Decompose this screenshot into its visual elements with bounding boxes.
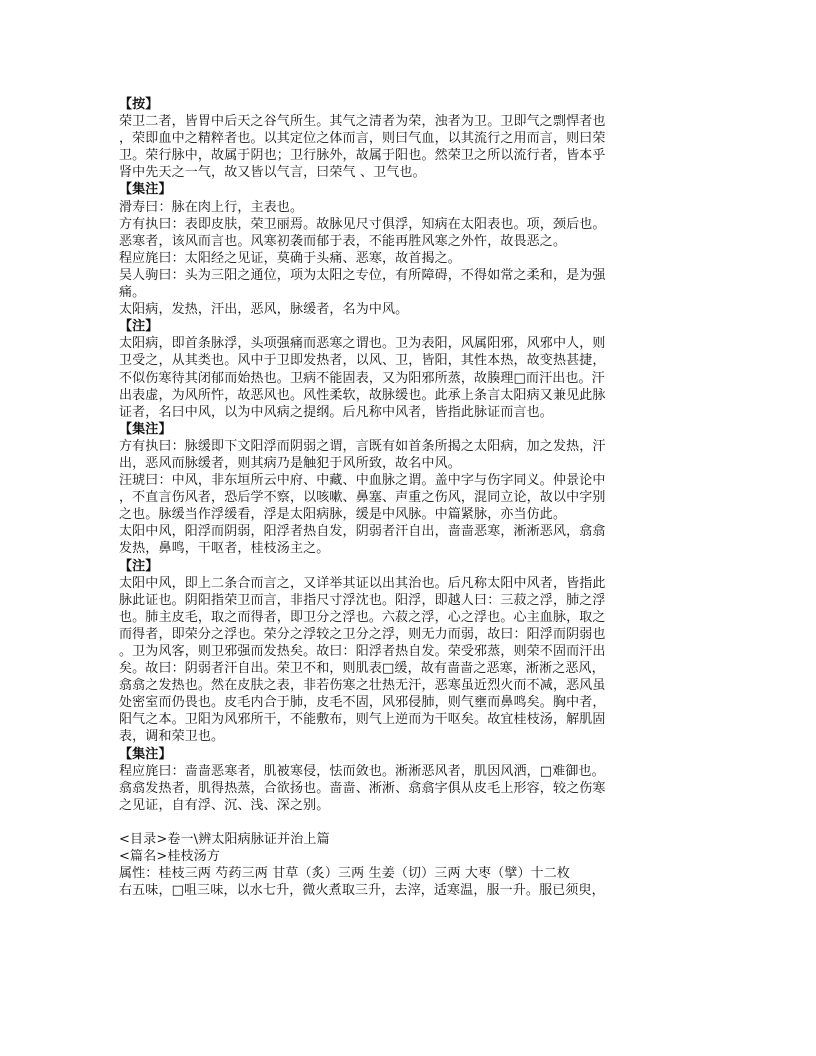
text-line: 。卫为风客，则卫邪强而发热矣。故曰：阳浮者热自发。荣受邪蒸，则荣不固而汗出: [119, 644, 606, 659]
commentary-block: [119, 96, 709, 814]
collected-notes-heading: 【集注】: [119, 182, 172, 198]
text-line: 之见证，自有浮、沉、浅、深之别。: [119, 797, 330, 813]
text-line: 出表虚，为风所忤，故恶风也。风性柔软，故脉缓也。此承上条言太阳病又兼见此脉: [119, 387, 606, 403]
text-line: 太阳病，即首条脉浮，头项强痛而恶寒之谓也。卫为表阳，风属阳邪，风邪中人，则: [119, 336, 606, 352]
collected-notes-heading: 【集注】: [119, 746, 172, 762]
text-line: 阳气之本。卫阳为风邪所干，不能敷布，则气上逆而为干呕矣。故宜桂枝汤，解肌固: [119, 712, 606, 728]
text-line: 发热，鼻鸣，干呕者，桂枝汤主之。: [119, 541, 330, 557]
text-line: 方有执曰：表即皮肤，荣卫丽焉。故脉见尺寸俱浮，知病在太阳表也。项，颈后也。: [119, 216, 606, 232]
text-line: 翕翕发热者，肌得热蒸，合欲扬也。啬啬、淅淅、翕翕字俱从皮毛上形容，较之伤寒: [119, 780, 606, 796]
text-line: ，不直言伤风者，恐后学不察，以咳嗽、鼻塞、声重之伤风，混同立论，故以中字别: [119, 490, 606, 506]
text-line: 之也。脉缓当作浮缓看，浮是太阳病脉，缓是中风脉。中篇紧脉，亦当仿此。: [119, 507, 567, 523]
text-line: 也。肺主皮毛，取之而得者，即卫分之浮也。六菽之浮，心之浮也。心主血脉，取之: [119, 609, 606, 625]
text-line: 出，恶风而脉缓者，则其病乃是触犯于风所致，故名中风。: [119, 455, 461, 471]
text-line: 太阳中风，即上二条合而言之，又详举其证以出其治也。后凡称太阳中风者，皆指此: [119, 575, 606, 591]
chapter-name-line: <篇名>桂枝汤方: [119, 849, 220, 865]
document-page: [119, 96, 709, 899]
text-line: 矣。故曰：阴弱者汗自出。荣卫不和，则肌表□缓，故有啬啬之恶寒，淅淅之恶风，: [119, 661, 605, 677]
catalog-block: [119, 831, 709, 899]
text-line: 太阳病，发热，汗出，恶风，脉缓者，名为中风。: [119, 302, 409, 318]
text-line: 表，调和荣卫也。: [119, 729, 225, 745]
text-line: 处密室而仍畏也。皮毛内合于肺，皮毛不固，风邪侵肺，则气壅而鼻鸣矣。胸中者，: [119, 695, 606, 711]
text-line: 程应旄曰：啬啬恶寒者，肌被寒侵，怯而敛也。淅淅恶风者，肌因风洒，□难御也。: [119, 763, 605, 779]
text-line: 太阳中风，阳浮而阴弱，阳浮者热自发，阴弱者汗自出，啬啬恶寒，淅淅恶风，翕翕: [119, 524, 606, 540]
collected-notes-heading: 【集注】: [119, 421, 172, 437]
text-line: 翕翕之发热也。然在皮肤之表，非若伤寒之壮热无汗，恶寒虽近烈火而不减，恶风虽: [119, 678, 606, 694]
annotation-heading: 【注】: [119, 558, 159, 574]
preparation-text-line: 右五味，□咀三味，以水七升，微火煮取三升，去滓，适寒温，服一升。服已须臾，: [119, 883, 605, 899]
text-line: 滑寿曰：脉在肉上行，主表也。: [119, 199, 304, 215]
text-line: 程应旄曰：太阳经之见证，莫确于头痛、恶寒，故首揭之。: [119, 250, 461, 266]
text-line: 汪琥曰：中风，非东垣所云中府、中藏、中血脉之谓。盖中字与伤字同义。仲景论中: [119, 473, 606, 489]
formula-ingredients-line: 属性：桂枝三两 芍药三两 甘草（炙）三两 生姜（切）三两 大枣（擘）十二枚: [119, 866, 571, 882]
text-line: 证者，名曰中风，以为中风病之提纲。后凡称中风者，皆指此脉证而言也。: [119, 404, 553, 420]
section-spacer: [119, 814, 709, 831]
text-line: 方有执曰：脉缓即下文阳浮而阴弱之谓，言既有如首条所揭之太阳病，加之发热，汗: [119, 438, 606, 454]
annotation-heading: 【注】: [119, 319, 159, 335]
text-line: 而得者，即荣分之浮也。荣分之浮较之卫分之浮，则无力而弱，故曰：阳浮而阴弱也: [119, 626, 606, 642]
text-line: 痛。: [119, 285, 146, 301]
text-line: 恶寒者，该风而言也。风寒初袭而郁于表，不能再胜风寒之外忤，故畏恶之。: [119, 233, 567, 249]
text-line: 吴人驹曰：头为三阳之通位，项为太阳之专位，有所障碍，不得如常之柔和，是为强: [119, 267, 606, 283]
text-line: 卫受之，从其类也。风中于卫即发热者，以风、卫，皆阳，其性本热，故变热甚捷，: [119, 353, 606, 369]
text-line: 卫。荣行脉中，故属于阴也；卫行脉外，故属于阳也。然荣卫之所以流行者，皆本乎: [119, 148, 606, 164]
text-line: 肾中先天之一气，故又皆以气言，曰荣气 、卫气也。: [119, 165, 426, 181]
text-line: ，荣即血中之精粹者也。以其定位之体而言，则曰气血，以其流行之用而言，则曰荣: [119, 131, 606, 147]
note-heading: 【按】: [119, 97, 159, 112]
text-line: 不似伤寒待其闭郁而始热也。卫病不能固表，又为阳邪所蒸，故腠理□而汗出也。汗: [119, 370, 605, 386]
text-line: 荣卫二者，皆胃中后天之谷气所生。其气之清者为荣，浊者为卫。卫即气之剽悍者也: [119, 114, 606, 130]
catalog-line: <目录>卷一\辨太阳病脉证并治上篇: [119, 832, 330, 848]
text-line: 脉此证也。阴阳指荣卫而言，非指尺寸浮沈也。阳浮，即越人曰：三菽之浮，肺之浮: [119, 592, 606, 608]
